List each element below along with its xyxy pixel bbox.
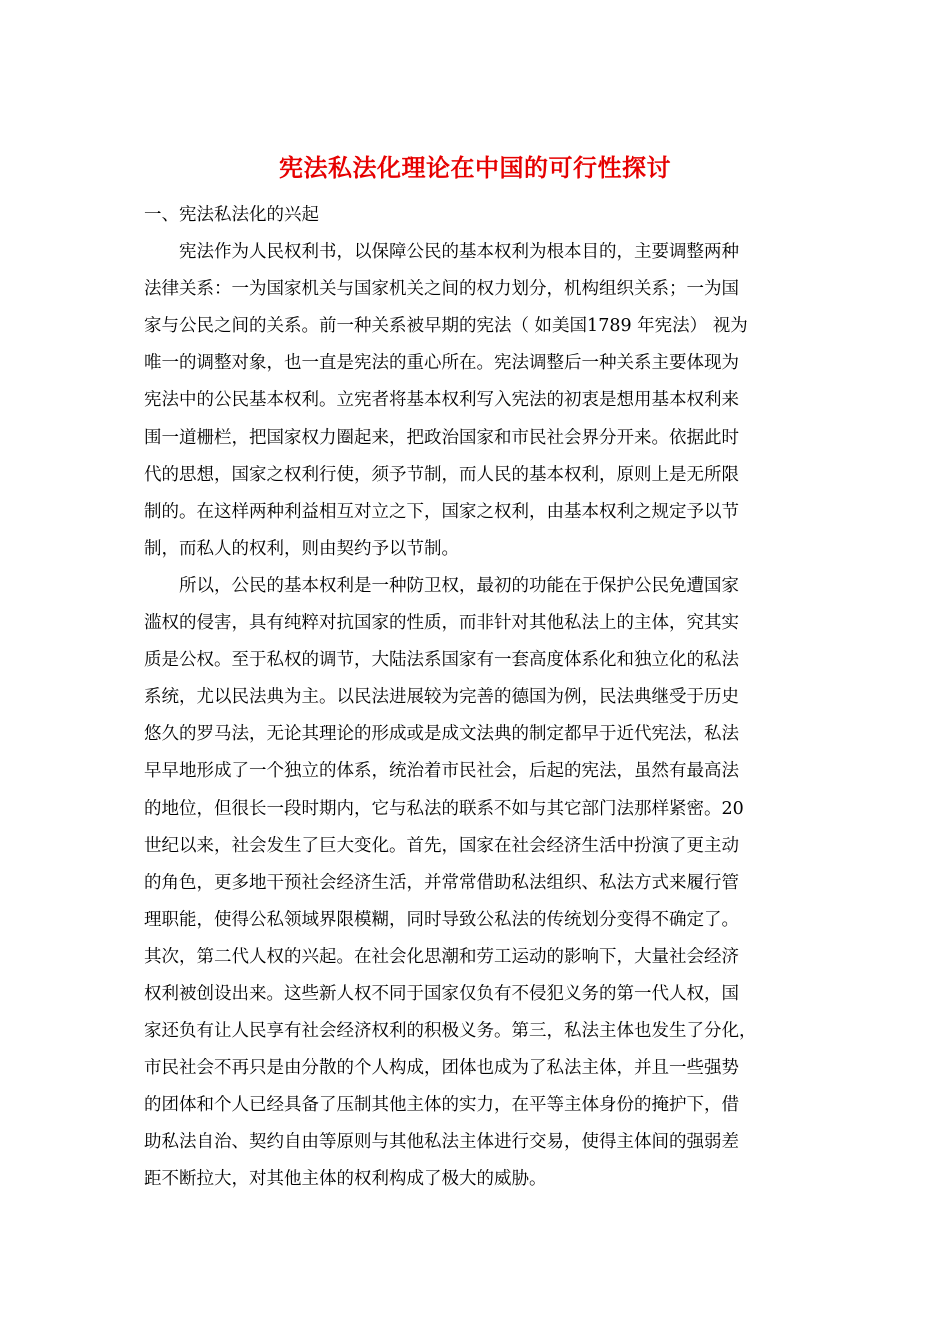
text-line: 悠久的罗马法，无论其理论的形成或是成文法典的制定都早于近代宪法，私法 <box>144 724 739 745</box>
text-line: 围一道栅栏，把国家权力圈起来，把政治国家和市民社会界分开来。依据此时 <box>144 427 739 448</box>
text-line: 的团体和个人已经具备了压制其他主体的实力，在平等主体身份的掩护下，借 <box>144 1095 739 1116</box>
document-body <box>144 197 804 1199</box>
text-line: 制，而私人的权利，则由契约予以节制。 <box>144 538 459 559</box>
text-line: 质是公权。至于私权的调节，大陆法系国家有一套高度体系化和独立化的私法 <box>144 650 739 671</box>
text-line: 世纪以来，社会发生了巨大变化。首先，国家在社会经济生活中扮演了更主动 <box>144 835 739 856</box>
text-line: 法律关系：一为国家机关与国家机关之间的权力划分，机构组织关系；一为国 <box>144 279 739 300</box>
text-line: 权利被创设出来。这些新人权不同于国家仅负有不侵犯义务的第一代人权，国 <box>144 983 739 1004</box>
text-line: 所以，公民的基本权利是一种防卫权，最初的功能在于保护公民免遭国家 <box>179 575 739 596</box>
text-line: 系统，尤以民法典为主。以民法进展较为完善的德国为例，民法典继受于历史 <box>144 687 739 708</box>
document-title: 宪法私法化理论在中国的可行性探讨 <box>279 153 671 182</box>
paragraph-1 <box>144 234 804 568</box>
text-line: 宪法中的公民基本权利。立宪者将基本权利写入宪法的初衷是想用基本权利来 <box>144 390 739 411</box>
text-line: 的角色，更多地干预社会经济生活，并常常借助私法组织、私法方式来履行管 <box>144 872 739 893</box>
text-line: 其次，第二代人权的兴起。在社会化思潮和劳工运动的影响下，大量社会经济 <box>144 946 739 967</box>
text-line: 的地位，但很长一段时期内，它与私法的联系不如与其它部门法那样紧密。20 <box>144 798 744 819</box>
text-line: 代的思想，国家之权利行使，须予节制，而人民的基本权利，原则上是无所限 <box>144 464 739 485</box>
text-line: 早早地形成了一个独立的体系，统治着市民社会，后起的宪法，虽然有最高法 <box>144 761 739 782</box>
paragraph-2 <box>144 568 804 1199</box>
text-line: 理职能，使得公私领域界限模糊，同时导致公私法的传统划分变得不确定了。 <box>144 909 739 930</box>
text-line: 家还负有让人民享有社会经济权利的积极义务。第三，私法主体也发生了分化， <box>144 1021 757 1042</box>
text-line: 宪法作为人民权利书，以保障公民的基本权利为根本目的，主要调整两种 <box>179 242 739 263</box>
text-line: 助私法自治、契约自由等原则与其他私法主体进行交易，使得主体间的强弱差 <box>144 1132 739 1153</box>
text-line: 距不断拉大，对其他主体的权利构成了极大的威胁。 <box>144 1169 547 1190</box>
section-heading: 一、宪法私法化的兴起 <box>144 205 319 225</box>
text-line: 唯一的调整对象，也一直是宪法的重心所在。宪法调整后一种关系主要体现为 <box>144 353 739 374</box>
text-line: 滥权的侵害，具有纯粹对抗国家的性质，而非针对其他私法上的主体，究其实 <box>144 613 739 634</box>
text-line: 市民社会不再只是由分散的个人构成，团体也成为了私法主体，并且一些强势 <box>144 1058 739 1079</box>
text-line: 家与公民之间的关系。前一种关系被早期的宪法（ 如美国1789 年宪法） 视为 <box>144 316 748 337</box>
text-line: 制的。在这样两种利益相互对立之下，国家之权利，由基本权利之规定予以节 <box>144 501 739 522</box>
